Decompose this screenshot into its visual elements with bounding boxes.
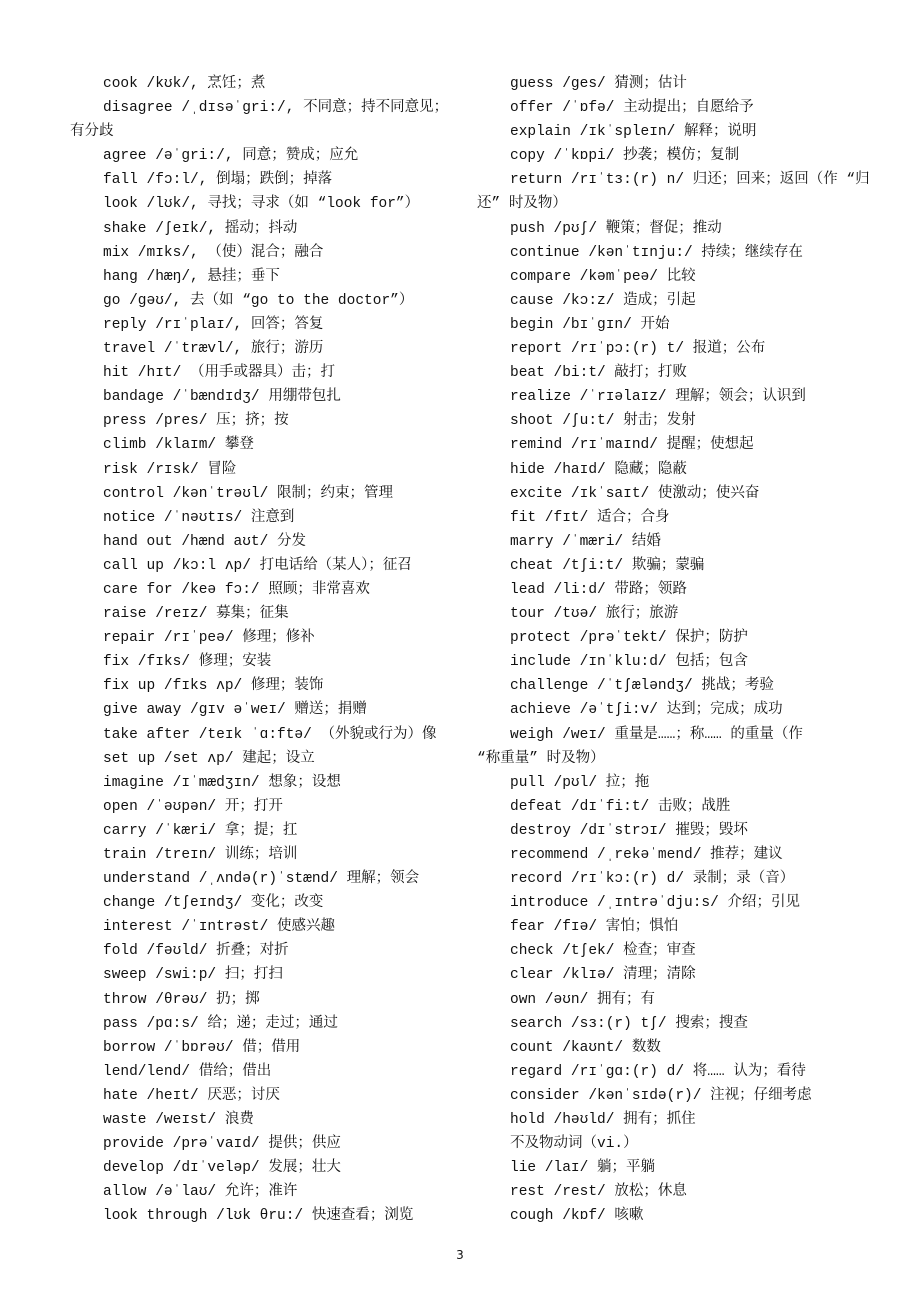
vocab-entry (477, 1060, 887, 1084)
vocab-entry (477, 433, 887, 457)
vocab-entry-text: offer /ˈɒfə/ 主动提出；自愿给予 (510, 100, 754, 117)
vocab-entry-text: weigh /weɪ/ 重量是……；称…… 的重量（作 (510, 726, 803, 743)
vocab-entry-text: repair /rɪˈpeə/ 修理；修补 (103, 630, 315, 647)
right-column (477, 72, 887, 1229)
page-number: 3 (456, 1248, 464, 1262)
vocab-entry-text: reply /rɪˈplaɪ/, 回答；答复 (103, 316, 324, 333)
vocab-entry (70, 867, 460, 891)
vocab-entry (70, 843, 460, 867)
vocab-entry (477, 96, 887, 120)
vocab-entry-text: travel /ˈtrævl/, 旅行；游历 (103, 341, 324, 358)
vocab-entry-text: borrow /ˈbɒrəʊ/ 借；借用 (103, 1039, 301, 1056)
vocab-entry-text: record /rɪˈkɔ:(r) d/ 录制；录（音） (510, 871, 795, 888)
vocab-entry-text: check /tʃek/ 检查；审查 (510, 943, 696, 960)
vocab-entry-text: excite /ɪkˈsaɪt/ 使激动；使兴奋 (510, 485, 760, 502)
vocab-entry (70, 192, 460, 216)
vocab-entry (70, 939, 460, 963)
vocab-entry-text: introduce /ˌɪntrəˈdju:s/ 介绍；引见 (510, 895, 801, 912)
vocab-entry-text: waste /weɪst/ 浪费 (103, 1112, 254, 1129)
vocab-entry (70, 265, 460, 289)
vocab-entry-text: search /sɜ:(r) tʃ/ 搜索；搜查 (510, 1015, 748, 1032)
vocab-entry-text: pull /pʊl/ 拉；拖 (510, 774, 650, 791)
vocab-entry-text: care for /keə fɔ:/ 照顾；非常喜欢 (103, 581, 370, 598)
vocab-entry-text: push /pʊʃ/ 鞭策；督促；推动 (510, 220, 722, 237)
left-column (70, 72, 460, 1229)
vocab-entry-text: cough /kɒf/ 咳嗽 (510, 1208, 644, 1225)
vocab-entry (70, 915, 460, 939)
vocab-entry (477, 891, 887, 915)
vocab-entry-text: beat /bi:t/ 敲打；打败 (510, 365, 687, 382)
vocab-entry (70, 506, 460, 530)
vocab-entry (477, 650, 887, 674)
vocab-entry-text: bandage /ˈbændɪdʒ/ 用绷带包扎 (103, 389, 341, 406)
vocab-entry-text: continue /kənˈtɪnju:/ 持续；继续存在 (510, 244, 803, 261)
vocab-entry-text: give away /gɪv əˈweɪ/ 赠送；捐赠 (103, 702, 367, 719)
vocab-entry (70, 1156, 460, 1180)
vocab-entry-text: fix up /fɪks ʌp/ 修理；装饰 (103, 678, 324, 695)
vocab-entry-text: recommend /ˌrekəˈmend/ 推荐；建议 (510, 847, 783, 863)
vocab-entry-text: hate /heɪt/ 厌恶；讨厌 (103, 1087, 280, 1104)
vocab-entry-text: pass /pɑ:s/ 给；递；走过；通过 (103, 1015, 338, 1032)
vocab-entry-text: interest /ˈɪntrəst/ 使感兴趣 (103, 919, 336, 936)
vocab-entry-text: fear /fɪə/ 害怕；惧怕 (510, 919, 679, 936)
vocab-entry (477, 1156, 887, 1180)
vocab-entry-text: compare /kəmˈpeə/ 比较 (510, 268, 696, 285)
vocab-entry (477, 795, 887, 819)
vocab-entry (477, 963, 887, 987)
vocab-entry-text: shake /ʃeɪk/, 摇动；抖动 (103, 220, 298, 237)
vocab-entry (477, 361, 887, 385)
vocab-entry (70, 433, 460, 457)
vocab-entry-text: climb /klaɪm/ 攀登 (103, 437, 254, 454)
vocab-entry (477, 1036, 887, 1060)
vocab-entry-text: return /rɪˈtɜ:(r) n/ 归还；回来；返回（作 “归 (510, 172, 870, 189)
vocab-entry-text: lead /li:d/ 带路；领路 (510, 581, 687, 598)
vocab-entry-text: change /tʃeɪndʒ/ 变化；改变 (103, 895, 324, 912)
vocab-entry-text: go /gəʊ/, 去（如 “go to the doctor”） (103, 292, 414, 309)
vocab-entry (70, 988, 460, 1012)
vocab-entry-text: remind /rɪˈmaɪnd/ 提醒；使想起 (510, 437, 754, 454)
vocab-entry (70, 698, 460, 722)
vocab-entry (477, 409, 887, 433)
vocab-entry-text: begin /bɪˈgɪn/ 开始 (510, 316, 670, 333)
vocab-entry (477, 1204, 887, 1228)
vocab-entry (70, 96, 460, 144)
vocab-entry (477, 915, 887, 939)
vocab-entry (70, 313, 460, 337)
vocab-entry-text: shoot /ʃu:t/ 射击；发射 (510, 413, 696, 430)
vocab-entry (477, 843, 887, 867)
vocab-entry (70, 674, 460, 698)
vocab-entry-text: realize /ˈrɪəlaɪz/ 理解；领会；认识到 (510, 389, 806, 406)
vocab-entry (70, 1084, 460, 1108)
vocab-entry-text: lend/lend/ 借给；借出 (103, 1063, 272, 1080)
vocab-entry (70, 795, 460, 819)
vocab-entry (477, 72, 887, 96)
vocab-entry-continuation: 还” 时及物） (477, 196, 567, 213)
vocab-entry-text: disagree /ˌdɪsəˈgri:/, 不同意；持不同意见； (103, 100, 449, 117)
vocab-entry-text: notice /ˈnəʊtɪs/ 注意到 (103, 509, 295, 526)
vocab-entry (70, 650, 460, 674)
vocab-entry-text: marry /ˈmæri/ 结婚 (510, 533, 661, 550)
vocab-entry-text: carry /ˈkæri/ 拿；提；扛 (103, 822, 298, 839)
vocab-entry (477, 674, 887, 698)
vocab-entry (70, 241, 460, 265)
vocab-entry (70, 385, 460, 409)
vocab-entry (477, 698, 887, 722)
vocab-entry-text: report /rɪˈpɔ:(r) t/ 报道；公布 (510, 341, 766, 358)
vocab-entry-text: achieve /əˈtʃi:v/ 达到；完成；成功 (510, 702, 783, 719)
vocab-entry (477, 723, 887, 771)
vocab-entry (70, 1012, 460, 1036)
vocab-entry (477, 168, 887, 216)
vocab-entry-text: train /treɪn/ 训练；培训 (103, 847, 298, 863)
vocab-entry-continuation: “称重量” 时及物） (477, 750, 605, 767)
vocab-entry (70, 168, 460, 192)
vocab-entry (477, 217, 887, 241)
vocab-entry (477, 265, 887, 289)
vocab-entry (70, 458, 460, 482)
vocab-entry-text: tour /tʊə/ 旅行；旅游 (510, 606, 679, 623)
vocab-entry (477, 530, 887, 554)
vocab-entry-text: destroy /dɪˈstrɔɪ/ 摧毁；毁坏 (510, 822, 748, 839)
vocab-entry (477, 771, 887, 795)
vocab-entry (477, 120, 887, 144)
vocab-entry-text: control /kənˈtrəʊl/ 限制；约束；管理 (103, 485, 394, 502)
vocab-entry (70, 963, 460, 987)
vocab-entry (70, 723, 460, 747)
vocab-entry (70, 819, 460, 843)
vocab-entry-text: imagine /ɪˈmædʒɪn/ 想象；设想 (103, 774, 341, 791)
vocab-entry-text: guess /ges/ 猜测；估计 (510, 76, 687, 92)
vocab-entry (70, 578, 460, 602)
vocab-entry-continuation: 有分歧 (70, 124, 114, 141)
vocab-entry (477, 482, 887, 506)
vocab-entry-text: include /ɪnˈklu:d/ 包括；包含 (510, 654, 748, 671)
vocab-entry (477, 506, 887, 530)
vocab-entry (477, 867, 887, 891)
vocab-entry-text: challenge /ˈtʃæləndʒ/ 挑战；考验 (510, 678, 774, 695)
vocab-entry-text: call up /kɔ:l ʌp/ 打电话给（某人）；征召 (103, 557, 412, 574)
vocab-entry-text: protect /prəˈtekt/ 保护；防护 (510, 630, 748, 647)
vocab-entry (70, 771, 460, 795)
vocab-entry-text: take after /teɪk ˈɑ:ftə/ （外貌或行为）像 (103, 726, 437, 743)
vocab-entry (477, 144, 887, 168)
vocab-entry (70, 626, 460, 650)
vocab-entry-text: sweep /swi:p/ 扫；打扫 (103, 967, 283, 984)
vocab-entry (70, 289, 460, 313)
vocab-entry-text: consider /kənˈsɪdə(r)/ 注视；仔细考虑 (510, 1087, 812, 1104)
vocab-entry (70, 217, 460, 241)
vocab-entry-text: cook /kʊk/, 烹饪；煮 (103, 76, 266, 92)
vocab-entry-text: press /pres/ 压；挤；按 (103, 413, 289, 430)
vocab-entry (70, 530, 460, 554)
vocab-entry (477, 313, 887, 337)
vocab-entry (477, 1084, 887, 1108)
vocab-entry (477, 988, 887, 1012)
vocab-entry-text: provide /prəˈvaɪd/ 提供；供应 (103, 1136, 341, 1153)
vocab-entry (477, 554, 887, 578)
vocab-entry-text: fix /fɪks/ 修理；安装 (103, 654, 272, 671)
vocab-entry (477, 458, 887, 482)
vocab-entry-text: hide /haɪd/ 隐藏；隐蔽 (510, 461, 687, 478)
vocab-entry-text: set up /set ʌp/ 建起；设立 (103, 750, 315, 767)
vocab-entry (70, 1180, 460, 1204)
vocab-entry (70, 1132, 460, 1156)
vocab-entry (477, 1012, 887, 1036)
vocab-entry-text: open /ˈəʊpən/ 开；打开 (103, 798, 283, 815)
vocab-entry (477, 602, 887, 626)
vocab-entry (70, 747, 460, 771)
vocab-entry (70, 1036, 460, 1060)
vocab-entry (70, 361, 460, 385)
vocab-entry-text: allow /əˈlaʊ/ 允许；准许 (103, 1184, 298, 1201)
vocab-entry (70, 891, 460, 915)
vocab-entry-text: fold /fəʊld/ 折叠；对折 (103, 943, 289, 960)
vocab-entry-text: copy /ˈkɒpi/ 抄袭；模仿；复制 (510, 148, 740, 165)
vocab-entry-text: explain /ɪkˈspleɪn/ 解释；说明 (510, 124, 757, 141)
vocab-entry-text: count /kaʊnt/ 数数 (510, 1039, 661, 1056)
vocab-entry (70, 337, 460, 361)
vocab-entry (477, 939, 887, 963)
vocab-entry (477, 1132, 887, 1156)
vocab-entry-text: mix /mɪks/, （使）混合；融合 (103, 244, 324, 261)
vocab-entry-text: fall /fɔ:l/, 倒塌；跌倒；掉落 (103, 172, 333, 189)
vocab-entry-text: hit /hɪt/ （用手或器具）击；打 (103, 365, 336, 382)
vocab-entry (70, 1204, 460, 1228)
vocab-entry-text: look /lʊk/, 寻找；寻求（如 “look for”） (103, 196, 420, 213)
vocab-entry-text: cheat /tʃi:t/ 欺骗；蒙骗 (510, 557, 705, 574)
vocab-entry-text: raise /reɪz/ 募集；征集 (103, 606, 289, 623)
vocab-entry-text: hold /həʊld/ 拥有；抓住 (510, 1112, 696, 1129)
vocab-entry (477, 626, 887, 650)
vocab-entry (70, 554, 460, 578)
vocab-entry (477, 578, 887, 602)
vocab-entry-text: cause /kɔ:z/ 造成；引起 (510, 292, 696, 309)
vocab-entry (70, 409, 460, 433)
vocab-entry (70, 482, 460, 506)
vocab-entry-text: lie /laɪ/ 躺；平躺 (510, 1160, 656, 1177)
vocab-entry-text: defeat /dɪˈfi:t/ 击败；战胜 (510, 798, 731, 815)
vocab-entry-text: hang /hæŋ/, 悬挂；垂下 (103, 268, 280, 285)
vocab-entry-text: risk /rɪsk/ 冒险 (103, 461, 237, 478)
vocab-entry-text: develop /dɪˈveləp/ 发展；壮大 (103, 1160, 341, 1177)
vocab-entry (70, 1108, 460, 1132)
vocab-entry (477, 289, 887, 313)
vocab-entry (477, 1108, 887, 1132)
vocab-entry (477, 385, 887, 409)
vocab-entry-text: understand /ˌʌndə(r)ˈstænd/ 理解；领会 (103, 871, 420, 888)
vocab-entry-text: fit /fɪt/ 适合；合身 (510, 509, 670, 526)
vocab-entry (70, 1060, 460, 1084)
vocab-entry-text: look through /lʊk θru:/ 快速查看；浏览 (103, 1208, 414, 1225)
vocab-entry-text: hand out /hænd aʊt/ 分发 (103, 533, 307, 550)
vocab-entry-text: regard /rɪˈgɑ:(r) d/ 将…… 认为；看待 (510, 1063, 806, 1080)
vocab-entry-text: own /əʊn/ 拥有；有 (510, 991, 656, 1008)
vocab-entry-text: clear /klɪə/ 清理；清除 (510, 967, 696, 984)
vocab-entry-text: 不及物动词（vi.） (510, 1136, 638, 1153)
vocab-entry (70, 144, 460, 168)
vocab-entry (477, 819, 887, 843)
vocab-entry (477, 241, 887, 265)
vocab-entry (70, 72, 460, 96)
vocab-entry (477, 1180, 887, 1204)
vocab-entry (477, 337, 887, 361)
vocab-entry-text: throw /θrəʊ/ 扔；掷 (103, 991, 260, 1008)
vocab-entry (70, 602, 460, 626)
vocab-entry-text: agree /əˈgri:/, 同意；赞成；应允 (103, 148, 359, 165)
vocab-entry-text: rest /rest/ 放松；休息 (510, 1184, 687, 1201)
